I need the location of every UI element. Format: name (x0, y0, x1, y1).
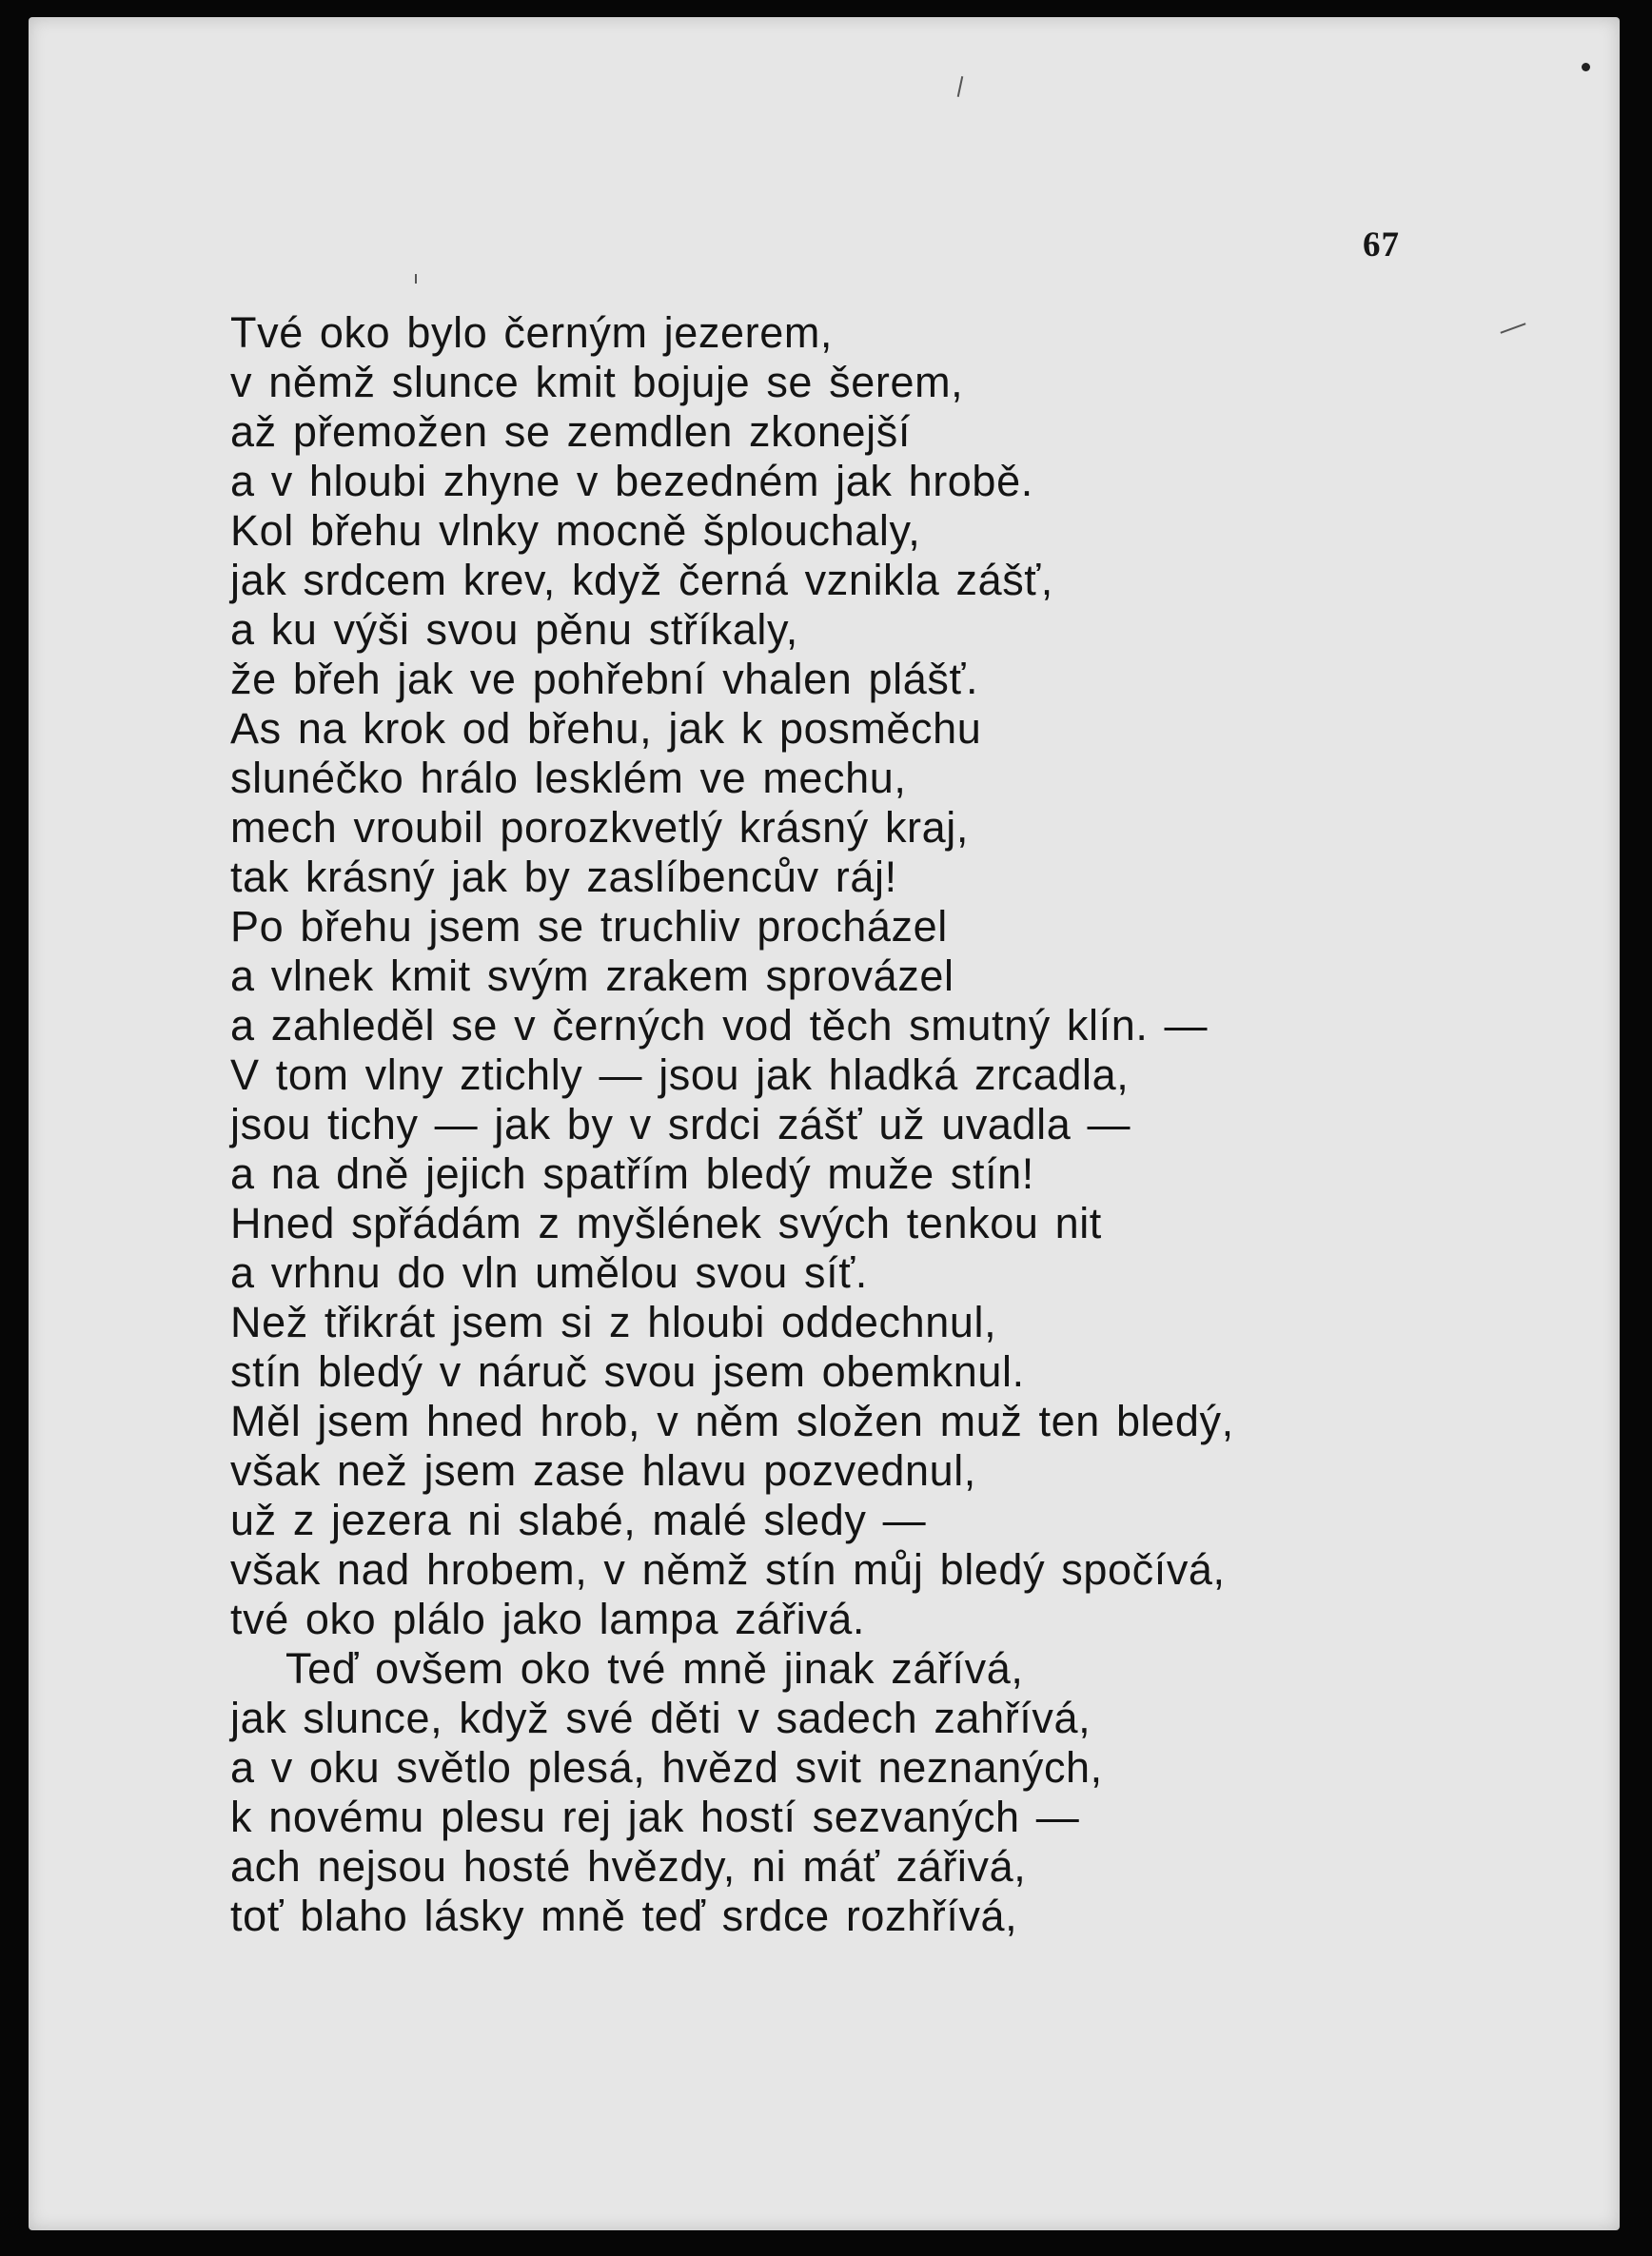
poem-line: Hned spřádám z myšlének svých tenkou nit (230, 1199, 1102, 1247)
poem-line: As na krok od břehu, jak k posměchu (230, 704, 982, 753)
poem-line: a vlnek kmit svým zrakem sprovázel (230, 951, 954, 1000)
poem-line: však nad hrobem, v němž stín můj bledý spočívá, (230, 1545, 1226, 1594)
poem-line: a vrhnu do vln umělou svou síť. (230, 1248, 868, 1297)
poem-line: jsou tichy — jak by v srdci zášť už uvadla — (230, 1100, 1131, 1148)
poem-line: a v oku světlo plesá, hvězd svit neznaných, (230, 1743, 1103, 1792)
poem-line: Kol břehu vlnky mocně šplouchaly, (230, 506, 921, 555)
poem-line: však než jsem zase hlavu pozvednul, (230, 1446, 976, 1495)
poem-line: k novému plesu rej jak hostí sezvaných — (230, 1793, 1080, 1841)
poem-line: Teď ovšem oko tvé mně jinak zářívá, (285, 1644, 1024, 1693)
scratch-mark (415, 274, 417, 284)
poem-line: Po břehu jsem se truchliv procházel (230, 902, 948, 951)
scratch-mark (957, 76, 964, 97)
poem-line: Tvé oko bylo černým jezerem, (230, 308, 834, 357)
poem-line: a na dně jejich spatřím bledý muže stín! (230, 1149, 1034, 1198)
dust-speck (1582, 63, 1590, 71)
poem-line: a v hloubi zhyne v bezedném jak hrobě. (230, 457, 1033, 505)
poem-line: Měl jsem hned hrob, v něm složen muž ten bledý, (230, 1397, 1234, 1445)
poem-line: toť blaho lásky mně teď srdce rozhřívá, (230, 1892, 1018, 1940)
poem-line: stín bledý v náruč svou jsem obemknul. (230, 1347, 1025, 1396)
poem-line: V tom vlny ztichly — jsou jak hladká zrcadla, (230, 1050, 1130, 1099)
poem-line: mech vroubil porozkvetlý krásný kraj, (230, 803, 969, 852)
poem-line: Než třikrát jsem si z hloubi oddechnul, (230, 1298, 997, 1346)
poem-line: tvé oko plálo jako lampa zářivá. (230, 1595, 866, 1643)
poem-line: jak slunce, když své děti v sadech zahřívá, (230, 1694, 1092, 1742)
poem-text (230, 308, 1505, 1941)
poem-line: jak srdcem krev, když černá vznikla zášť, (230, 556, 1053, 604)
poem-line: už z jezera ni slabé, malé sledy — (230, 1496, 927, 1544)
book-page (29, 17, 1620, 2230)
poem-line: ach nejsou hosté hvězdy, ni máť zářivá, (230, 1842, 1027, 1891)
poem-line: slunéčko hrálo lesklém ve mechu, (230, 754, 907, 802)
poem-line: tak krásný jak by zaslíbencův ráj! (230, 853, 897, 901)
poem-line: v němž slunce kmit bojuje se šerem, (230, 358, 964, 406)
poem-line: a zahleděl se v černých vod těch smutný klín. — (230, 1001, 1209, 1050)
poem-line: a ku výši svou pěnu stříkaly, (230, 605, 798, 654)
page-number: 67 (1363, 226, 1400, 265)
poem-line: až přemožen se zemdlen zkonejší (230, 407, 911, 456)
poem-line: že břeh jak ve pohřební vhalen plášť. (230, 655, 979, 703)
